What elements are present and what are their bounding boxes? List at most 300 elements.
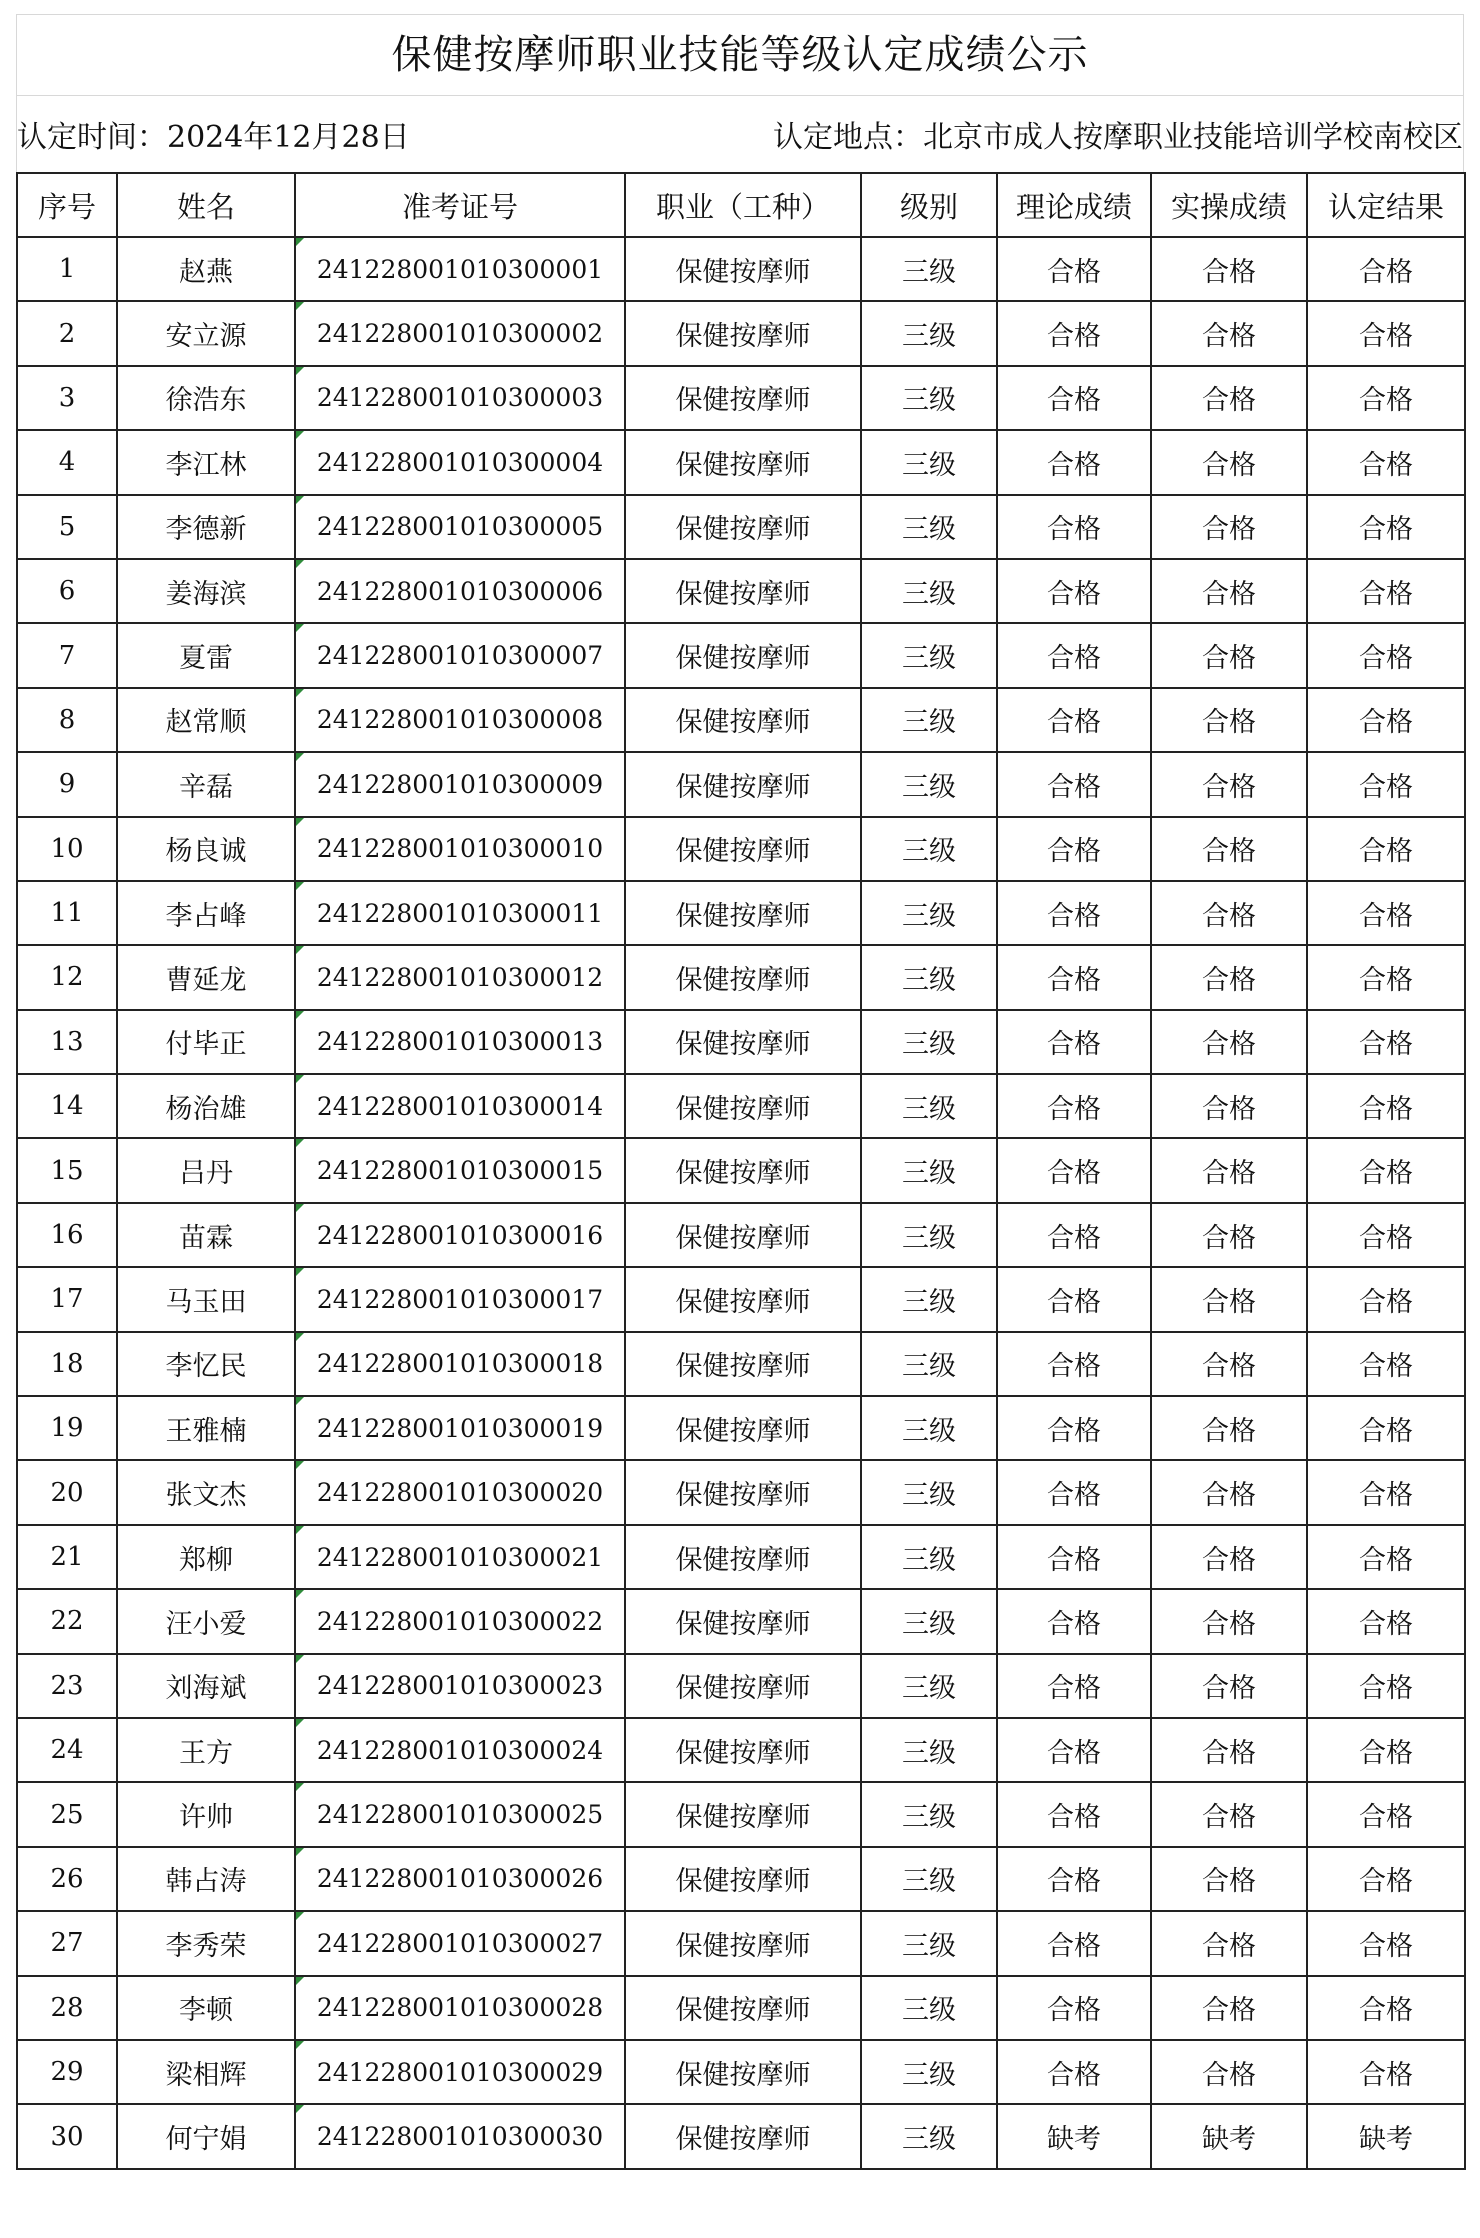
table-row xyxy=(17,1396,1465,1460)
comment-indicator-icon xyxy=(296,882,304,890)
cell-name: 梁相辉 xyxy=(117,2040,295,2104)
cell-name: 李德新 xyxy=(117,495,295,559)
cell-result: 合格 xyxy=(1307,301,1465,365)
exam-place-label: 认定地点： xyxy=(773,120,923,155)
comment-indicator-icon xyxy=(296,1461,304,1469)
comment-indicator-icon xyxy=(296,753,304,761)
exam-id-text: 241228001010300019 xyxy=(316,1413,604,1443)
cell-occupation: 保健按摩师 xyxy=(625,1718,861,1782)
cell-theory-score: 合格 xyxy=(997,1525,1151,1589)
cell-result: 合格 xyxy=(1307,1976,1465,2040)
comment-indicator-icon xyxy=(296,496,304,504)
cell-occupation: 保健按摩师 xyxy=(625,1589,861,1653)
cell-level: 三级 xyxy=(861,881,997,945)
cell-practical-score: 合格 xyxy=(1151,1911,1307,1975)
cell-result: 合格 xyxy=(1307,1654,1465,1718)
cell-index: 6 xyxy=(17,559,117,623)
cell-theory-score: 合格 xyxy=(997,1718,1151,1782)
cell-practical-score: 合格 xyxy=(1151,1203,1307,1267)
cell-practical-score: 合格 xyxy=(1151,1010,1307,1074)
cell-occupation: 保健按摩师 xyxy=(625,1460,861,1524)
exam-id-text: 241228001010300002 xyxy=(316,319,604,349)
comment-indicator-icon xyxy=(296,1139,304,1147)
exam-id-text: 241228001010300022 xyxy=(316,1606,604,1636)
cell-result: 合格 xyxy=(1307,688,1465,752)
cell-exam-id xyxy=(295,2040,625,2104)
cell-practical-score: 合格 xyxy=(1151,688,1307,752)
cell-exam-id xyxy=(295,1782,625,1846)
cell-result: 合格 xyxy=(1307,1267,1465,1331)
exam-place-value: 北京市成人按摩职业技能培训学校南校区 xyxy=(923,120,1463,155)
cell-index: 12 xyxy=(17,945,117,1009)
cell-name: 汪小爱 xyxy=(117,1589,295,1653)
cell-exam-id xyxy=(295,1203,625,1267)
cell-theory-score: 合格 xyxy=(997,817,1151,881)
cell-theory-score: 合格 xyxy=(997,1782,1151,1846)
cell-result: 合格 xyxy=(1307,1589,1465,1653)
cell-index: 22 xyxy=(17,1589,117,1653)
cell-name: 安立源 xyxy=(117,301,295,365)
cell-practical-score: 合格 xyxy=(1151,817,1307,881)
cell-name: 赵燕 xyxy=(117,237,295,301)
cell-name: 王方 xyxy=(117,1718,295,1782)
cell-name: 张文杰 xyxy=(117,1460,295,1524)
cell-theory-score: 合格 xyxy=(997,1654,1151,1718)
cell-practical-score: 合格 xyxy=(1151,1332,1307,1396)
comment-indicator-icon xyxy=(296,1719,304,1727)
cell-practical-score: 合格 xyxy=(1151,301,1307,365)
cell-index: 8 xyxy=(17,688,117,752)
exam-id-text: 241228001010300013 xyxy=(316,1027,604,1057)
exam-date-value: 2024年12月28日 xyxy=(167,120,410,155)
cell-name: 吕丹 xyxy=(117,1138,295,1202)
cell-exam-id xyxy=(295,1847,625,1911)
cell-practical-score: 合格 xyxy=(1151,1654,1307,1718)
cell-occupation: 保健按摩师 xyxy=(625,817,861,881)
comment-indicator-icon xyxy=(296,946,304,954)
table-body xyxy=(17,237,1465,2169)
cell-level: 三级 xyxy=(861,623,997,687)
cell-exam-id xyxy=(295,881,625,945)
cell-index: 21 xyxy=(17,1525,117,1589)
comment-indicator-icon xyxy=(296,2105,304,2113)
cell-level: 三级 xyxy=(861,495,997,559)
table-row xyxy=(17,881,1465,945)
cell-level: 三级 xyxy=(861,945,997,1009)
cell-index: 11 xyxy=(17,881,117,945)
cell-occupation: 保健按摩师 xyxy=(625,559,861,623)
cell-theory-score: 合格 xyxy=(997,430,1151,494)
header-name: 姓名 xyxy=(117,173,295,237)
cell-index: 20 xyxy=(17,1460,117,1524)
cell-result: 合格 xyxy=(1307,1847,1465,1911)
cell-level: 三级 xyxy=(861,2040,997,2104)
cell-name: 苗霖 xyxy=(117,1203,295,1267)
cell-index: 15 xyxy=(17,1138,117,1202)
table-row xyxy=(17,366,1465,430)
exam-id-text: 241228001010300016 xyxy=(316,1220,604,1250)
cell-exam-id xyxy=(295,1589,625,1653)
cell-theory-score: 合格 xyxy=(997,1138,1151,1202)
cell-name: 曹延龙 xyxy=(117,945,295,1009)
exam-id-text: 241228001010300007 xyxy=(316,641,604,671)
cell-name: 付毕正 xyxy=(117,1010,295,1074)
page-title: 保健按摩师职业技能等级认定成绩公示 xyxy=(16,14,1464,95)
table-row xyxy=(17,237,1465,301)
cell-result: 合格 xyxy=(1307,237,1465,301)
cell-level: 三级 xyxy=(861,1203,997,1267)
cell-exam-id xyxy=(295,752,625,816)
cell-result: 合格 xyxy=(1307,1332,1465,1396)
exam-id-text: 241228001010300012 xyxy=(316,962,604,992)
table-row xyxy=(17,1847,1465,1911)
cell-theory-score: 合格 xyxy=(997,881,1151,945)
cell-occupation: 保健按摩师 xyxy=(625,881,861,945)
cell-index: 17 xyxy=(17,1267,117,1331)
table-row xyxy=(17,752,1465,816)
cell-index: 19 xyxy=(17,1396,117,1460)
cell-index: 2 xyxy=(17,301,117,365)
cell-occupation: 保健按摩师 xyxy=(625,623,861,687)
cell-result: 合格 xyxy=(1307,1911,1465,1975)
cell-exam-id xyxy=(295,2104,625,2168)
cell-level: 三级 xyxy=(861,1396,997,1460)
exam-id-text: 241228001010300025 xyxy=(316,1800,604,1830)
table-row xyxy=(17,430,1465,494)
cell-theory-score: 合格 xyxy=(997,1460,1151,1524)
cell-exam-id xyxy=(295,495,625,559)
header-index: 序号 xyxy=(17,173,117,237)
exam-id-text: 241228001010300020 xyxy=(316,1478,604,1508)
table-row xyxy=(17,688,1465,752)
cell-name: 辛磊 xyxy=(117,752,295,816)
exam-id-text: 241228001010300017 xyxy=(316,1284,604,1314)
cell-theory-score: 合格 xyxy=(997,945,1151,1009)
exam-id-text: 241228001010300021 xyxy=(316,1542,604,1572)
cell-name: 李秀荣 xyxy=(117,1911,295,1975)
comment-indicator-icon xyxy=(296,1848,304,1856)
cell-exam-id xyxy=(295,1525,625,1589)
cell-occupation: 保健按摩师 xyxy=(625,1525,861,1589)
exam-date xyxy=(17,112,410,156)
cell-name: 王雅楠 xyxy=(117,1396,295,1460)
cell-index: 16 xyxy=(17,1203,117,1267)
comment-indicator-icon xyxy=(296,560,304,568)
cell-practical-score: 合格 xyxy=(1151,1976,1307,2040)
header-level: 级别 xyxy=(861,173,997,237)
exam-id-text: 241228001010300009 xyxy=(316,769,604,799)
table-row xyxy=(17,1718,1465,1782)
cell-theory-score: 缺考 xyxy=(997,2104,1151,2168)
cell-occupation: 保健按摩师 xyxy=(625,1267,861,1331)
cell-index: 23 xyxy=(17,1654,117,1718)
cell-result: 合格 xyxy=(1307,1460,1465,1524)
table-row xyxy=(17,945,1465,1009)
header-occupation: 职业（工种） xyxy=(625,173,861,237)
header-result: 认定结果 xyxy=(1307,173,1465,237)
cell-exam-id xyxy=(295,1396,625,1460)
cell-occupation: 保健按摩师 xyxy=(625,301,861,365)
exam-id-text: 241228001010300004 xyxy=(316,447,604,477)
cell-exam-id xyxy=(295,366,625,430)
cell-theory-score: 合格 xyxy=(997,366,1151,430)
cell-occupation: 保健按摩师 xyxy=(625,1010,861,1074)
cell-level: 三级 xyxy=(861,1074,997,1138)
cell-name: 韩占涛 xyxy=(117,1847,295,1911)
comment-indicator-icon xyxy=(296,367,304,375)
comment-indicator-icon xyxy=(296,431,304,439)
cell-index: 10 xyxy=(17,817,117,881)
comment-indicator-icon xyxy=(296,689,304,697)
cell-result: 合格 xyxy=(1307,1396,1465,1460)
header-theory-score: 理论成绩 xyxy=(997,173,1151,237)
exam-id-text: 241228001010300010 xyxy=(316,834,604,864)
score-sheet xyxy=(16,14,1464,2170)
exam-id-text: 241228001010300015 xyxy=(316,1156,604,1186)
exam-id-text: 241228001010300008 xyxy=(316,705,604,735)
comment-indicator-icon xyxy=(296,1075,304,1083)
cell-level: 三级 xyxy=(861,1589,997,1653)
cell-level: 三级 xyxy=(861,366,997,430)
header-exam-id: 准考证号 xyxy=(295,173,625,237)
cell-exam-id xyxy=(295,1074,625,1138)
cell-index: 1 xyxy=(17,237,117,301)
table-row xyxy=(17,1074,1465,1138)
exam-id-text: 241228001010300024 xyxy=(316,1735,604,1765)
cell-result: 合格 xyxy=(1307,430,1465,494)
cell-name: 何宁娟 xyxy=(117,2104,295,2168)
table-row xyxy=(17,1460,1465,1524)
cell-theory-score: 合格 xyxy=(997,237,1151,301)
cell-index: 29 xyxy=(17,2040,117,2104)
cell-result: 合格 xyxy=(1307,1782,1465,1846)
cell-theory-score: 合格 xyxy=(997,1847,1151,1911)
cell-theory-score: 合格 xyxy=(997,1010,1151,1074)
cell-occupation: 保健按摩师 xyxy=(625,1976,861,2040)
comment-indicator-icon xyxy=(296,302,304,310)
cell-name: 姜海滨 xyxy=(117,559,295,623)
exam-id-text: 241228001010300001 xyxy=(316,254,604,284)
cell-result: 合格 xyxy=(1307,559,1465,623)
comment-indicator-icon xyxy=(296,1397,304,1405)
comment-indicator-icon xyxy=(296,1526,304,1534)
exam-id-text: 241228001010300003 xyxy=(316,383,604,413)
cell-name: 赵常顺 xyxy=(117,688,295,752)
cell-practical-score: 合格 xyxy=(1151,559,1307,623)
cell-exam-id xyxy=(295,945,625,1009)
cell-level: 三级 xyxy=(861,817,997,881)
cell-exam-id xyxy=(295,623,625,687)
cell-result: 合格 xyxy=(1307,1525,1465,1589)
cell-theory-score: 合格 xyxy=(997,752,1151,816)
cell-level: 三级 xyxy=(861,1138,997,1202)
cell-level: 三级 xyxy=(861,237,997,301)
table-row xyxy=(17,1203,1465,1267)
cell-occupation: 保健按摩师 xyxy=(625,1654,861,1718)
cell-level: 三级 xyxy=(861,1782,997,1846)
cell-level: 三级 xyxy=(861,2104,997,2168)
cell-index: 9 xyxy=(17,752,117,816)
cell-exam-id xyxy=(295,1460,625,1524)
table-row xyxy=(17,623,1465,687)
cell-practical-score: 合格 xyxy=(1151,1525,1307,1589)
meta-row xyxy=(16,95,1464,172)
comment-indicator-icon xyxy=(296,1268,304,1276)
cell-occupation: 保健按摩师 xyxy=(625,945,861,1009)
cell-name: 徐浩东 xyxy=(117,366,295,430)
comment-indicator-icon xyxy=(296,1590,304,1598)
exam-id-text: 241228001010300014 xyxy=(316,1091,604,1121)
cell-occupation: 保健按摩师 xyxy=(625,688,861,752)
cell-theory-score: 合格 xyxy=(997,688,1151,752)
exam-id-text: 241228001010300029 xyxy=(316,2057,604,2087)
cell-practical-score: 缺考 xyxy=(1151,2104,1307,2168)
cell-exam-id xyxy=(295,688,625,752)
comment-indicator-icon xyxy=(296,818,304,826)
cell-result: 合格 xyxy=(1307,1074,1465,1138)
cell-level: 三级 xyxy=(861,752,997,816)
cell-exam-id xyxy=(295,817,625,881)
cell-index: 24 xyxy=(17,1718,117,1782)
table-row xyxy=(17,495,1465,559)
cell-practical-score: 合格 xyxy=(1151,881,1307,945)
cell-occupation: 保健按摩师 xyxy=(625,1074,861,1138)
cell-theory-score: 合格 xyxy=(997,559,1151,623)
exam-date-label: 认定时间： xyxy=(17,120,167,155)
table-row xyxy=(17,301,1465,365)
cell-exam-id xyxy=(295,1332,625,1396)
cell-index: 28 xyxy=(17,1976,117,2040)
cell-occupation: 保健按摩师 xyxy=(625,2104,861,2168)
cell-result: 合格 xyxy=(1307,1138,1465,1202)
cell-name: 夏雷 xyxy=(117,623,295,687)
cell-result: 合格 xyxy=(1307,1010,1465,1074)
cell-name: 杨治雄 xyxy=(117,1074,295,1138)
table-row xyxy=(17,1976,1465,2040)
table-row xyxy=(17,1525,1465,1589)
cell-exam-id xyxy=(295,1654,625,1718)
cell-occupation: 保健按摩师 xyxy=(625,237,861,301)
cell-occupation: 保健按摩师 xyxy=(625,1782,861,1846)
table-row xyxy=(17,1010,1465,1074)
cell-theory-score: 合格 xyxy=(997,623,1151,687)
cell-practical-score: 合格 xyxy=(1151,1718,1307,1782)
cell-occupation: 保健按摩师 xyxy=(625,1203,861,1267)
cell-result: 合格 xyxy=(1307,945,1465,1009)
cell-name: 许帅 xyxy=(117,1782,295,1846)
cell-result: 缺考 xyxy=(1307,2104,1465,2168)
cell-result: 合格 xyxy=(1307,881,1465,945)
cell-level: 三级 xyxy=(861,559,997,623)
exam-id-text: 241228001010300026 xyxy=(316,1864,604,1894)
cell-level: 三级 xyxy=(861,1010,997,1074)
table-row xyxy=(17,1332,1465,1396)
cell-name: 马玉田 xyxy=(117,1267,295,1331)
cell-exam-id xyxy=(295,1267,625,1331)
cell-exam-id xyxy=(295,301,625,365)
cell-occupation: 保健按摩师 xyxy=(625,366,861,430)
cell-exam-id xyxy=(295,1911,625,1975)
cell-level: 三级 xyxy=(861,1460,997,1524)
cell-result: 合格 xyxy=(1307,752,1465,816)
cell-theory-score: 合格 xyxy=(997,301,1151,365)
cell-theory-score: 合格 xyxy=(997,1332,1151,1396)
table-row xyxy=(17,1589,1465,1653)
results-table xyxy=(16,172,1466,2170)
comment-indicator-icon xyxy=(296,1783,304,1791)
cell-practical-score: 合格 xyxy=(1151,623,1307,687)
table-row xyxy=(17,2104,1465,2168)
cell-level: 三级 xyxy=(861,1267,997,1331)
cell-theory-score: 合格 xyxy=(997,1911,1151,1975)
table-row xyxy=(17,2040,1465,2104)
cell-level: 三级 xyxy=(861,1525,997,1589)
cell-occupation: 保健按摩师 xyxy=(625,1847,861,1911)
exam-id-text: 241228001010300006 xyxy=(316,576,604,606)
cell-occupation: 保健按摩师 xyxy=(625,752,861,816)
cell-theory-score: 合格 xyxy=(997,1396,1151,1460)
cell-practical-score: 合格 xyxy=(1151,237,1307,301)
cell-index: 27 xyxy=(17,1911,117,1975)
cell-practical-score: 合格 xyxy=(1151,2040,1307,2104)
cell-result: 合格 xyxy=(1307,817,1465,881)
cell-theory-score: 合格 xyxy=(997,1589,1151,1653)
cell-level: 三级 xyxy=(861,1332,997,1396)
cell-theory-score: 合格 xyxy=(997,1203,1151,1267)
exam-id-text: 241228001010300011 xyxy=(316,898,604,928)
cell-occupation: 保健按摩师 xyxy=(625,1911,861,1975)
cell-practical-score: 合格 xyxy=(1151,1589,1307,1653)
cell-practical-score: 合格 xyxy=(1151,752,1307,816)
cell-index: 7 xyxy=(17,623,117,687)
cell-level: 三级 xyxy=(861,1847,997,1911)
header-row xyxy=(17,173,1465,237)
cell-theory-score: 合格 xyxy=(997,495,1151,559)
cell-index: 3 xyxy=(17,366,117,430)
exam-place xyxy=(773,112,1463,156)
cell-occupation: 保健按摩师 xyxy=(625,495,861,559)
exam-id-text: 241228001010300030 xyxy=(316,2122,604,2152)
cell-index: 25 xyxy=(17,1782,117,1846)
cell-practical-score: 合格 xyxy=(1151,1782,1307,1846)
comment-indicator-icon xyxy=(296,1977,304,1985)
comment-indicator-icon xyxy=(296,624,304,632)
cell-theory-score: 合格 xyxy=(997,1074,1151,1138)
cell-result: 合格 xyxy=(1307,623,1465,687)
cell-result: 合格 xyxy=(1307,1203,1465,1267)
cell-exam-id xyxy=(295,1976,625,2040)
cell-practical-score: 合格 xyxy=(1151,1847,1307,1911)
table-row xyxy=(17,1782,1465,1846)
cell-practical-score: 合格 xyxy=(1151,495,1307,559)
cell-practical-score: 合格 xyxy=(1151,430,1307,494)
cell-exam-id xyxy=(295,1718,625,1782)
table-row xyxy=(17,1911,1465,1975)
cell-index: 4 xyxy=(17,430,117,494)
cell-exam-id xyxy=(295,430,625,494)
comment-indicator-icon xyxy=(296,238,304,246)
cell-practical-score: 合格 xyxy=(1151,1267,1307,1331)
cell-index: 30 xyxy=(17,2104,117,2168)
cell-occupation: 保健按摩师 xyxy=(625,2040,861,2104)
cell-level: 三级 xyxy=(861,1911,997,1975)
table-row xyxy=(17,1267,1465,1331)
cell-result: 合格 xyxy=(1307,366,1465,430)
cell-index: 13 xyxy=(17,1010,117,1074)
exam-id-text: 241228001010300005 xyxy=(316,512,604,542)
cell-practical-score: 合格 xyxy=(1151,1460,1307,1524)
comment-indicator-icon xyxy=(296,1333,304,1341)
